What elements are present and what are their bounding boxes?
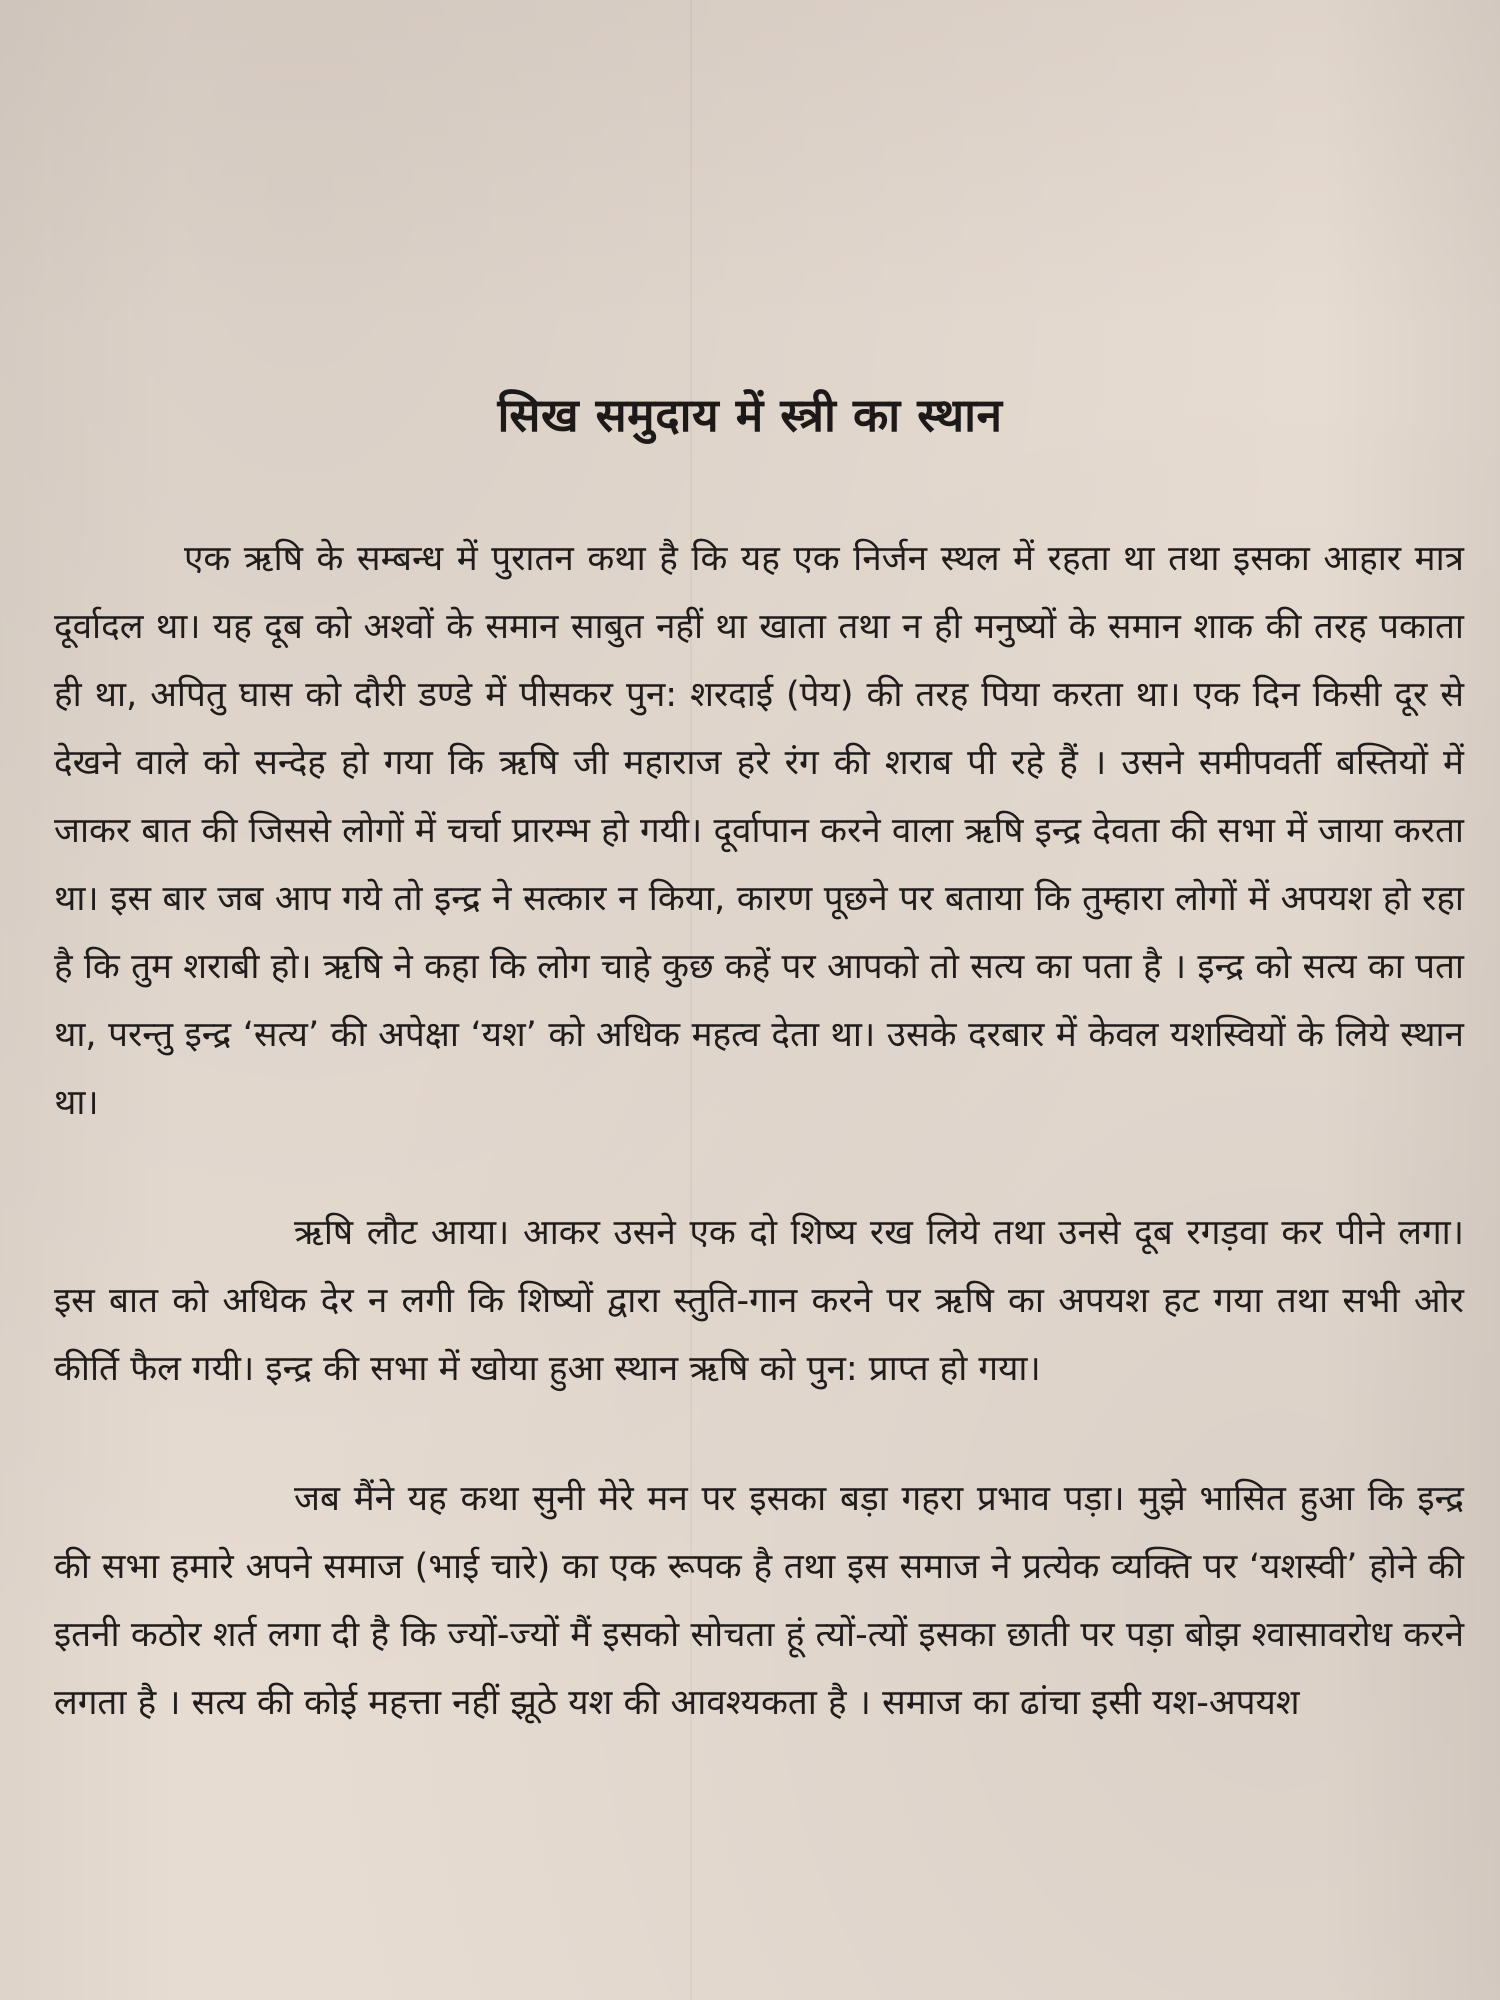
- body-text: [54, 525, 1464, 1737]
- paragraph-3: जब मैंने यह कथा सुनी मेरे मन पर इसका बड़ा गहरा प्रभाव पड़ा। मुझे भासित हुआ कि इन्द्र की सभा हमारे अपने समाज (भाई चारे) का एक रूपक है तथा इस समाज ने प्रत्येक व्यक्ति पर ‘यशस्वी’ होने की इतनी कठोर शर्त लगा दी है कि ज्यों-ज्यों मैं इसको सोचता हूं त्यों-त्यों इसका छाती पर पड़ा बोझ श्वासावरोध करने लगता है । सत्य की कोई महत्ता नहीं झूठे यश की आवश्यकता है । समाज का ढांचा इसी यश-अपयश: [54, 1479, 1464, 1723]
- bleed-through-area: [0, 0, 1500, 330]
- chapter-title: सिख समुदाय में स्त्री का स्थान: [497, 388, 1003, 442]
- paragraph-1: एक ऋषि के सम्बन्ध में पुरातन कथा है कि यह एक निर्जन स्थल में रहता था तथा इसका आहार मात्र दूर्वादल था। यह दूब को अश्वों के समान साबुत नहीं था खाता तथा न ही मनुष्यों के समान शाक की तरह पकाता ही था, अपितु घास को दौरी डण्डे में पीसकर पुन: शरदाई (पेय) की तरह पिया करता था। एक दिन किसी दूर से देखने वाले को सन्देह हो गया कि ऋषि जी महाराज हरे रंग की शराब पी रहे हैं । उसने समीपवर्ती बस्तियों में जाकर बात की जिससे लोगों में चर्चा प्रारम्भ हो गयी। दूर्वापान करने वाला ऋषि इन्द्र देवता की सभा में जाया करता था। इस बार जब आप गये तो इन्द्र ने सत्कार न किया, कारण पूछने पर बताया कि तुम्हारा लोगों में अपयश हो रहा है कि तुम शराबी हो। ऋषि ने कहा कि लोग चाहे कुछ कहें पर आपको तो सत्य का पता है । इन्द्र को सत्य का पता था, परन्तु इन्द्र ‘सत्य’ की अपेक्षा ‘यश’ को अधिक महत्व देता था। उसके दरबार में केवल यशस्वियों के लिये स्थान था।: [54, 539, 1464, 1123]
- paragraph-2: ऋषि लौट आया। आकर उसने एक दो शिष्य रख लिये तथा उनसे दूब रगड़वा कर पीने लगा। इस बात को अधिक देर न लगी कि शिष्यों द्वारा स्तुति-गान करने पर ऋषि का अपयश हट गया तथा सभी ओर कीर्ति फैल गयी। इन्द्र की सभा में खोया हुआ स्थान ऋषि को पुन: प्राप्त हो गया।: [54, 1213, 1464, 1389]
